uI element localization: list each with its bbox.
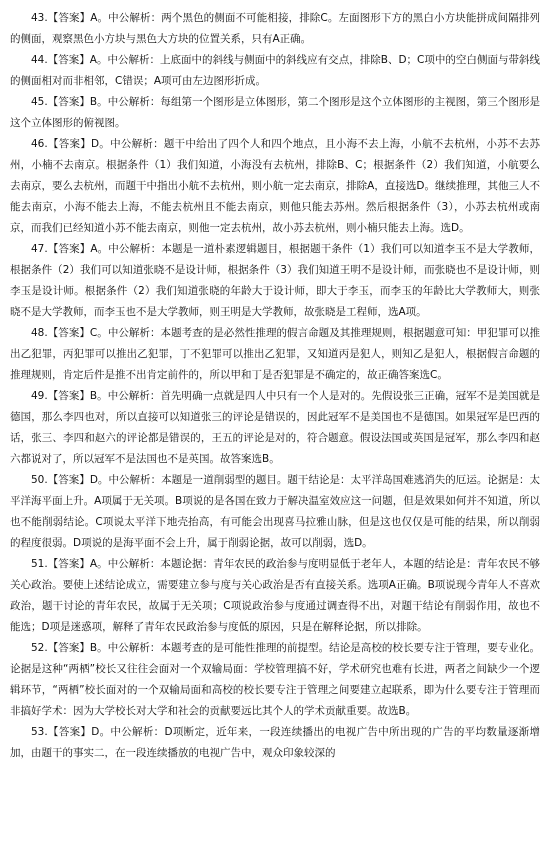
answer-43: 43.【答案】A。中公解析：两个黑色的侧面不可能相接，排除C。左面图形下方的黑白小方块能拼成间隔排列的侧面，观察黑色小方块与黑色大方块的位置关系，只有A正确。 xyxy=(10,12,540,45)
answer-47: 47.【答案】A。中公解析：本题是一道朴素逻辑题目，根据题干条件（1）我们可以知道李玉不是大学教师，根据条件（2）我们可以知道张晓不是设计师，根据条件（3）我们知道王明不是设计师，而张晓也不是设计师，则李玉是设计师。根据条件（2）我们知道张晓的年龄大于设计师，即大于李玉，而李玉的年龄比大学教师大，则张晓不是大学教师，而李玉也不是大学教师，则王明是大学教师，故张晓是工程师，选A项。 xyxy=(10,243,540,318)
answer-53: 53.【答案】D。中公解析：D项断定，近年来，一段连续播出的电视广告中所出现的广告的平均数量逐渐增加，由题干的事实二，在一段连续播放的电视广告中，观众印象较深的 xyxy=(10,726,540,759)
answer-46: 46.【答案】D。中公解析：题干中给出了四个人和四个地点，且小海不去上海，小航不去杭州，小苏不去苏州，小楠不去南京。根据条件（1）我们知道，小海没有去杭州，排除B、C；根据条件（2）我们知道，小航要么去南京，要么去杭州，而题干中指出小航不去杭州，则小航一定去南京，排除A，直接选D。继续推理，其他三人不能去南京，小海不能去上海，不能去杭州且不能去南京，则他只能去苏州。然后根据条件（3），小苏去杭州或南京，而我们已经知道小苏不能去南京，则他一定去杭州，故小苏去杭州，则小楠只能去上海。选D。 xyxy=(10,138,540,234)
answer-52: 52.【答案】B。中公解析：本题考查的是可能性推理的前提型。结论是高校的校长要专注于管理，要专业化。论据是这种“两栖”校长又往往会面对一个双输局面：学校管理搞不好，学术研究也难有长进，两者之间缺少一个逻辑环节，“两栖”校长面对的一个双输局面和高校的校长要专注于管理之间要建立起联系，即为什么要专注于管理而非搞好学术：因为大学校长对大学和社会的贡献要远比其个人的学术贡献重要。故选B。 xyxy=(10,642,540,717)
answer-51: 51.【答案】A。中公解析：本题论据：青年农民的政治参与度明显低于老年人，本题的结论是：青年农民不够关心政治。要使上述结论成立，需要建立参与度与关心政治是否有直接关系。选项A正确。B项说现今青年人不喜欢政治，题干讨论的青年农民，故属于无关项；C项说政治参与度通过调查得不出，对题干结论有削弱作用，故也不能选；D项是迷惑项，解释了青年农民政治参与度低的原因，只是在解释论据，所以排除。 xyxy=(10,558,540,633)
answer-50: 50.【答案】D。中公解析：本题是一道削弱型的题目。题干结论是：太平洋岛国难逃消失的厄运。论据是：太平洋海平面上升。A项属于无关项。B项说的是各国在致力于解决温室效应这一问题，但是效果如何并不知道，所以也不能削弱结论。C项说太平洋下地壳抬高，有可能会出现喜马拉雅山脉，但是这也仅仅是可能的结果，所以削弱的程度很弱。D项说的是海平面不会上升，属于削弱论据，故可以削弱，选D。 xyxy=(10,474,540,549)
answer-48: 48.【答案】C。中公解析：本题考查的是必然性推理的假言命题及其推理规则，根据题意可知：甲犯罪可以推出乙犯罪，丙犯罪可以推出乙犯罪，丁不犯罪可以推出乙犯罪，又知道丙是犯人，则知乙是犯人，根据假言命题的推理规则，肯定后件是推不出肯定前件的，所以甲和丁是否犯罪是不确定的，故正确答案选C。 xyxy=(10,327,540,381)
answer-49: 49.【答案】B。中公解析：首先明确一点就是四人中只有一个人是对的。先假设张三正确，冠军不是美国就是德国，那么李四也对，所以直接可以知道张三的评论是错误的，因此冠军不是美国也不是德国。如果冠军是巴西的话，张三、李四和赵六的评论都是错误的，王五的评论是对的，符合题意。假设法国或英国是冠军，那么李四和赵六都说对了，所以冠军不是法国也不是英国。故答案选B。 xyxy=(10,390,540,465)
answer-45: 45.【答案】B。中公解析：每组第一个图形是立体图形，第二个图形是这个立体图形的主视图，第三个图形是这个立体图形的俯视图。 xyxy=(10,96,540,129)
answer-44: 44.【答案】A。中公解析：上底面中的斜线与侧面中的斜线应有交点，排除B、D；C项中的空白侧面与带斜线的侧面相对而非相邻，C错误；A项可由左边图形折成。 xyxy=(10,54,540,87)
